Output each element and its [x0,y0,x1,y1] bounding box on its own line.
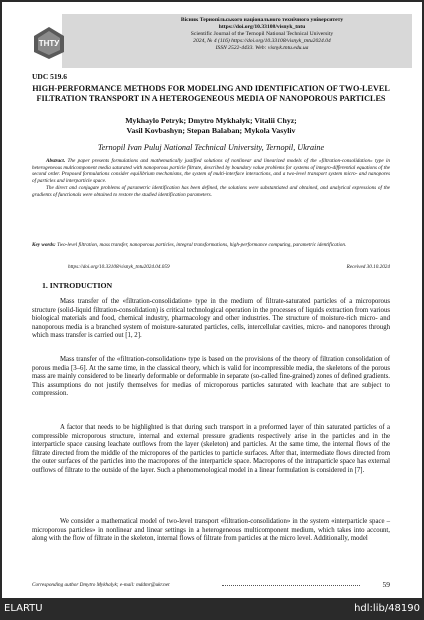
journal-logo-icon [32,26,66,60]
issn-info: ISSN 2522-4433. Web: visnyk.tntu.edu.ua [215,45,309,51]
abstract-label: Abstract. [46,158,66,164]
journal-name-en: Scientific Journal of the Ternopil National Technical University [190,31,334,37]
keywords-label: Key words: [32,242,56,248]
paper-title: HIGH-PERFORMANCE METHODS FOR MODELING AND IDENTIFICATION OF TWO-LEVEL FILTRATION TRANSPORT IN A HETEROGENEOUS MEDIA OF NANOPOROUS PARTICLES [32,84,390,103]
authors [32,116,390,135]
handle-id: hdl:lib/48190 [354,603,420,614]
issue-info: 2024, № 4 (116) https://doi.org/10.33108/visnyk_tntu2024.04 [193,38,331,44]
body-paragraph: Mass transfer of the «filtration-consolidation» type is based on the provisions of the theory of filtration consolidation of porous media [3–6]. At the same time, in the classical theory, which is valid for incompressible media, the skeletons of the porous mass are mainly considered to be linearly deformable or deformable in separate (so-called fine-grained) zones of defined gradients. This assumptions do not justify themselves for medias of microporous particles saturated with leachate that are subject to compression. [32,356,390,398]
page-number: 59 [382,580,390,589]
section-heading: 1. INTRODUCTION [42,281,113,290]
body-paragraph: Mass transfer of the «filtration-consolidation» type in the medium of filtrate-saturated particles of a microporous structure (solid-liquid filtration-consolidation) is critical technological operation in the processes of liquids extraction from various biological materials and food, chemical industry, pharmacology and other industries. The structure of moisture-rich micro- and nanoporous media is a branched system of moisture-saturated particles, cells, intercellular cavities, micro- and nanopores through which mass transfer is carried out [1, 2]. [32,298,390,340]
repository-bar [0,600,424,620]
authors-line-1: Mykhaylo Petryk; Dmytro Mykhalyk; Vitalii Chyz; [125,116,297,125]
udc-code: UDC 519.6 [32,72,67,81]
repository-name: ELARTU [4,603,43,614]
journal-doi-link[interactable]: https://doi.org/10.33108/visnyk_tntu [218,24,306,30]
keywords-text: Two-level filtration, mass transfer, nanoporous particles, integral transformations, high-performance computing, parametric identification. [55,242,347,248]
corresponding-author: Corresponding author Dmytro Mykhalyk; e-mail: mddmr@ukr.net [32,582,170,588]
paper-page [2,2,422,598]
received-date: Received 30.10.2024 [346,264,390,270]
journal-name-ua: Вісник Тернопільського національного технічного університету [180,17,344,23]
keywords [32,242,390,249]
body-paragraph: We consider a mathematical model of two-level transport «filtration-consolidation» in the system «interparticle space – microporous particles» in nonlinear and linear settings in a heterogeneous multicomponent medium, which takes into account, along with the flow of filtrate in the skeleton, internal flows of filtrate from particles at the micro level. Additionally, model [32,518,390,543]
logo-text: ТНТУ [38,39,60,48]
abstract [32,158,390,198]
abstract-text-2: The direct and conjugate problems of parametric identification has been defined, the solutions were substantiated and obtained, and analytical expressions of the gradients of functionals were obtained to restore the studied identification parameters. [32,184,390,198]
affiliation: Ternopil Ivan Puluj National Technical University, Ternopil, Ukraine [97,143,325,152]
abstract-text: The paper presents formulations and mathematically justified solutions of nonlinear and linearized models of the «filtration-consolidation» type in heterogeneous multicomponent media saturated with nanoporous particle filtrate, described by boundary value problems for systems of integro-differential equations of the second order. Proposed formulations consider equilibrium mechanisms, the system of multi-interface interactions, and a two-level transport system micro- and nanopores of particles and interparticle space. [32,158,390,185]
footer-dotted-rule [222,585,360,586]
article-doi-link[interactable]: https://doi.org/10.33108/visnyk_tntu2024.04.059 [68,264,170,270]
body-paragraph: A factor that needs to be highlighted is that during such transport in a preformed layer of thin saturated particles of a compressible microporous structure, internal and external pressure gradients respectively arise in the particles and in the interparticle space causing leachate outflows from the layer (skeleton) and particles. At the same time, the internal flows of the filtrate directed from the middle of the micropores of the particles to particle surfaces. After that, intermediate flows directed from the outer surfaces of the particles into the macropores of the interparticle space. Macropores of the intraparticle space has external outflows of filtrate to the outside of the layer. Such a phenomenological model in a linear formulation is considered in [7]. [32,424,390,474]
authors-line-2: Vasil Kovbashyn; Stepan Balaban; Mykola Vasyliv [126,125,296,135]
